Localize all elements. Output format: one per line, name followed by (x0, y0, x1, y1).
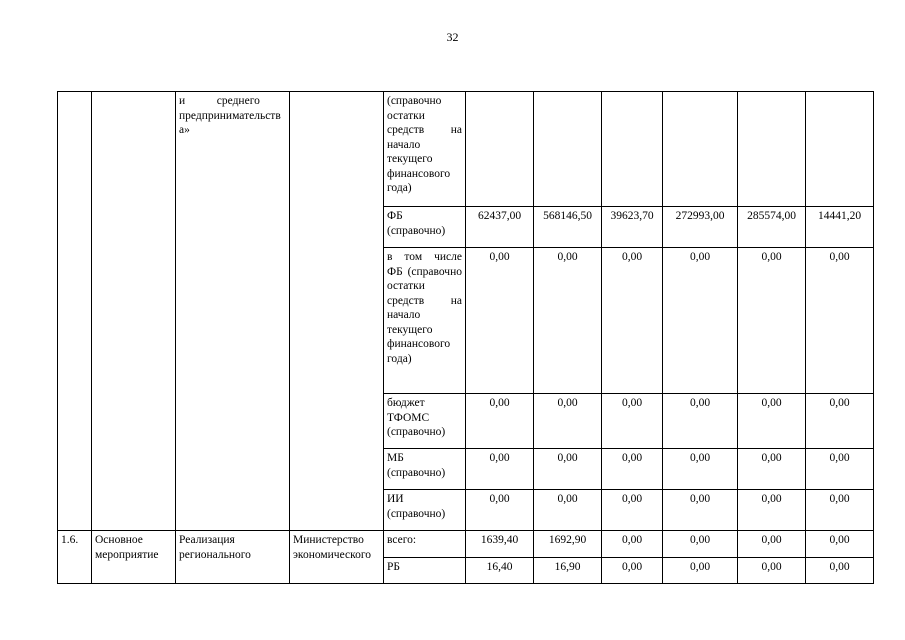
value-cell: 285574,00 (738, 207, 806, 248)
value-cell: 0,00 (738, 449, 806, 490)
value-cell: 0,00 (806, 248, 874, 394)
value-cell (466, 92, 534, 207)
value-cell: 14441,20 (806, 207, 874, 248)
value-cell: 0,00 (738, 531, 806, 558)
source-cell: ФБ (справочно) (384, 207, 466, 248)
value-cell: 0,00 (534, 449, 602, 490)
value-cell: 0,00 (466, 449, 534, 490)
value-cell: 1692,90 (534, 531, 602, 558)
description-cell (176, 92, 290, 531)
value-cell: 0,00 (738, 248, 806, 394)
value-cell: 0,00 (602, 558, 663, 584)
source-cell: МБ (справочно) (384, 449, 466, 490)
value-cell: 272993,00 (663, 207, 738, 248)
budget-table (57, 91, 874, 584)
value-cell: 0,00 (466, 394, 534, 449)
value-cell: 0,00 (806, 394, 874, 449)
value-cell: 0,00 (663, 248, 738, 394)
value-cell (663, 92, 738, 207)
value-cell: 0,00 (602, 248, 663, 394)
table-row (58, 92, 874, 207)
value-cell: 0,00 (738, 394, 806, 449)
value-cell: 0,00 (806, 490, 874, 531)
source-cell: ИИ (справочно) (384, 490, 466, 531)
value-cell: 0,00 (466, 248, 534, 394)
value-cell (738, 92, 806, 207)
value-cell: 0,00 (534, 248, 602, 394)
value-cell: 16,90 (534, 558, 602, 584)
source-cell: бюджет ТФОМС (справочно) (384, 394, 466, 449)
value-cell: 0,00 (806, 531, 874, 558)
source-cell: всего: (384, 531, 466, 558)
value-cell: 0,00 (738, 490, 806, 531)
value-cell (534, 92, 602, 207)
value-cell: 0,00 (534, 394, 602, 449)
value-cell (806, 92, 874, 207)
value-cell: 0,00 (602, 531, 663, 558)
item-executor-cell: Министерство экономического (290, 531, 384, 584)
executor-cell (290, 92, 384, 531)
description-line: предпринимательства» (179, 109, 281, 136)
source-cell: РБ (384, 558, 466, 584)
source-cell: в том числе ФБ (справочно остатки средств на начало текущего финансового года) (384, 248, 466, 394)
value-cell: 0,00 (602, 490, 663, 531)
value-cell: 0,00 (663, 394, 738, 449)
value-cell: 0,00 (663, 449, 738, 490)
value-cell: 0,00 (806, 558, 874, 584)
value-cell: 62437,00 (466, 207, 534, 248)
value-cell: 0,00 (663, 490, 738, 531)
item-type-cell: Основное мероприятие (92, 531, 176, 584)
value-cell (602, 92, 663, 207)
value-cell: 0,00 (602, 394, 663, 449)
value-cell: 0,00 (663, 558, 738, 584)
item-name-cell: Реализация регионального (176, 531, 290, 584)
value-cell: 0,00 (806, 449, 874, 490)
type-cell (92, 92, 176, 531)
value-cell: 0,00 (466, 490, 534, 531)
value-cell: 0,00 (602, 449, 663, 490)
value-cell: 0,00 (534, 490, 602, 531)
value-cell: 0,00 (663, 531, 738, 558)
value-cell: 0,00 (738, 558, 806, 584)
source-cell: (справочно остатки средств на начало текущего финансового года) (384, 92, 466, 207)
value-cell: 16,40 (466, 558, 534, 584)
value-cell: 568146,50 (534, 207, 602, 248)
number-cell (58, 92, 92, 531)
table-row (58, 531, 874, 558)
value-cell: 1639,40 (466, 531, 534, 558)
item-number-cell: 1.6. (58, 531, 92, 584)
description-line: и среднего (179, 95, 260, 107)
value-cell: 39623,70 (602, 207, 663, 248)
page-number: 32 (446, 30, 459, 44)
